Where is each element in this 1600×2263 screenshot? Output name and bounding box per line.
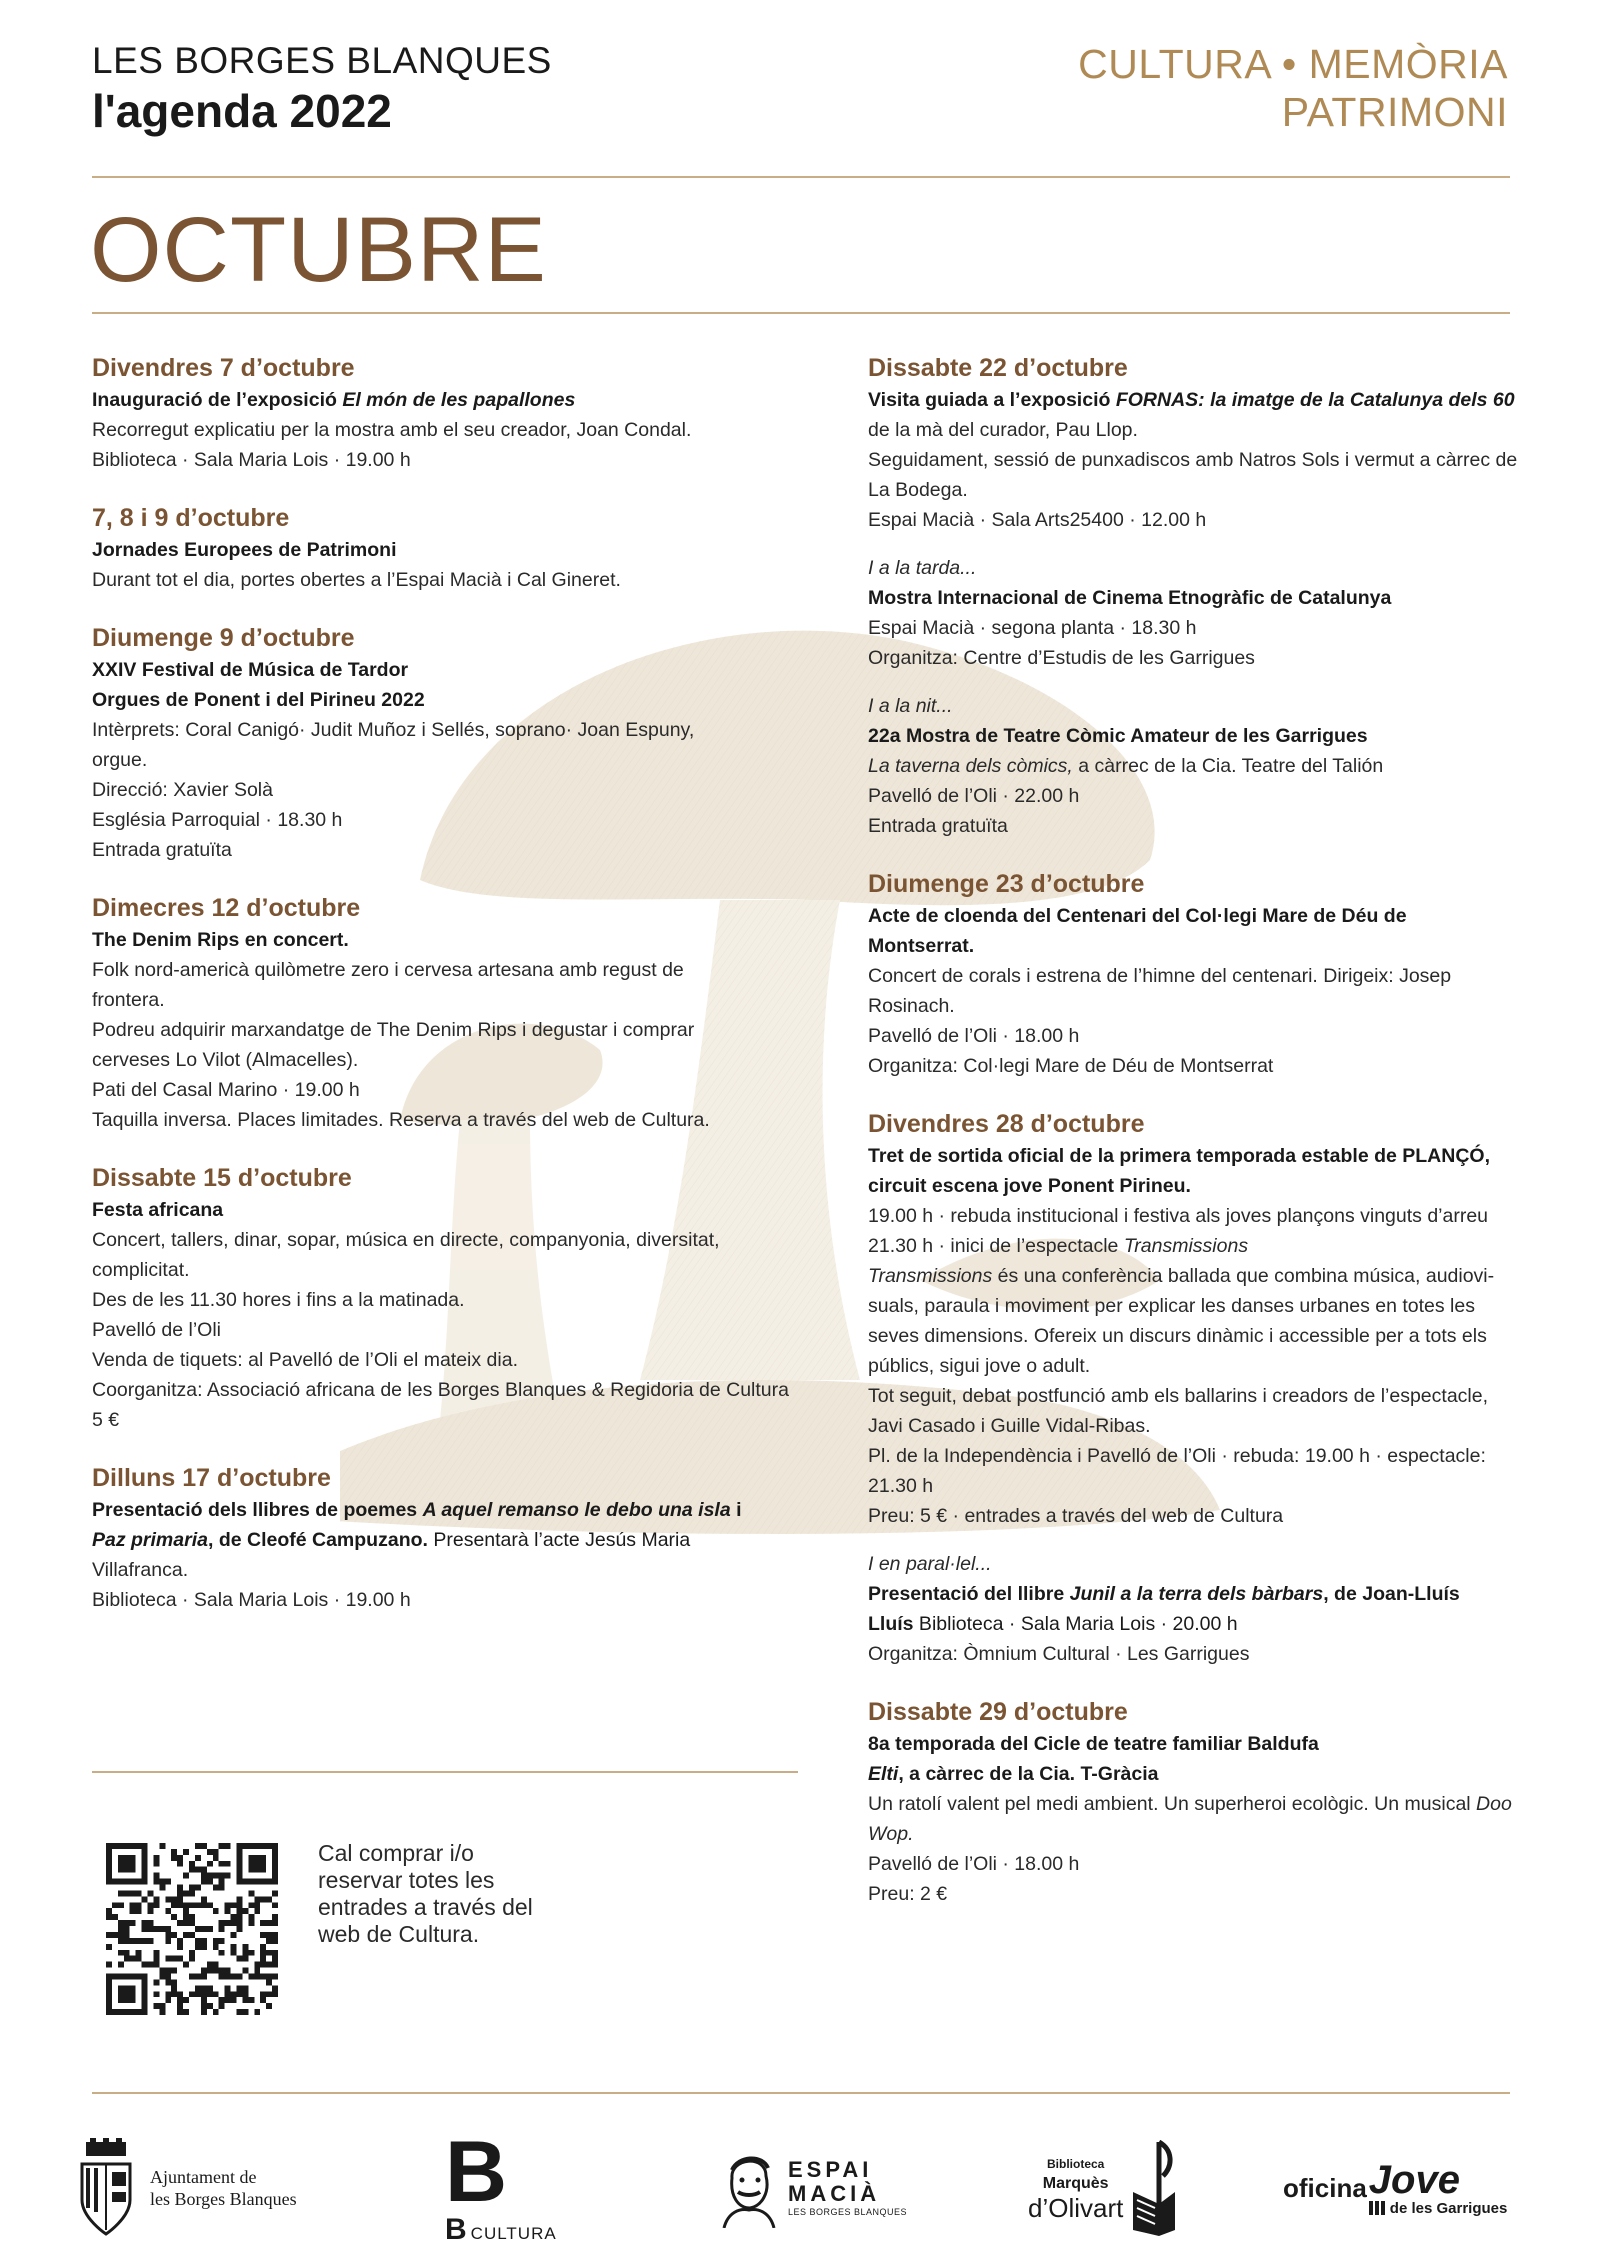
event-line: Folk nord-americà quilòmetre zero i cervesa artesana amb regust de — [92, 959, 684, 981]
event-2022-10-17 — [92, 1462, 792, 1615]
event-venue: Pavelló de l’Oli — [92, 1319, 221, 1341]
logo-oficina-jove[interactable] — [1283, 2128, 1553, 2248]
event-price: Preu: 2 € — [868, 1883, 948, 1905]
event-line: Venda de tiquets: al Pavelló de l’Oli el mateix dia. — [92, 1349, 519, 1371]
event-2022-10-09 — [92, 622, 792, 865]
bar-icon — [1375, 2201, 1379, 2215]
event-date: Divendres 28 d’octubre — [868, 1110, 1145, 1138]
biblio-line2: Marquès — [1042, 2175, 1109, 2192]
event-line: Podreu adquirir marxandatge de The Denim Rips i degustar i comprar — [92, 1019, 695, 1041]
qr-code-icon[interactable] — [106, 1843, 278, 2015]
event-organizer: Organitza: Col·legi Mare de Déu de Montserrat — [868, 1055, 1274, 1077]
event-line: Coorganitza: Associació africana de les Borges Blanques & Regidoria de Cultura — [92, 1379, 789, 1401]
portrait-icon — [718, 2148, 780, 2228]
event-line: Villafranca. — [92, 1559, 189, 1581]
event-venue: Pavelló de l’Oli · 18.00 h — [868, 1025, 1080, 1047]
tagline-line1: CULTURA • MEMÒRIA — [1078, 41, 1508, 87]
event-date: 7, 8 i 9 d’octubre — [92, 504, 290, 532]
event-line: Rosinach. — [868, 995, 955, 1017]
event-date: Dimecres 12 d’octubre — [92, 894, 361, 922]
event-line: Wop. — [868, 1823, 914, 1845]
event-date: Divendres 7 d’octubre — [92, 354, 355, 382]
event-date: Dissabte 15 d’octubre — [92, 1164, 352, 1192]
event-line: Tot seguit, debat postfunció amb els ballarins i creadors de l’espectacle, — [868, 1385, 1489, 1407]
tagline-line2: PATRIMONI — [1281, 89, 1508, 135]
event-line: Concert, tallers, dinar, sopar, música en directe, companyonia, diversitat, — [92, 1229, 720, 1251]
event-venue: Pavelló de l’Oli · 22.00 h — [868, 785, 1080, 807]
event-line: Taquilla inversa. Places limitades. Reserva a través del web de Cultura. — [92, 1109, 710, 1131]
event-line: Seguidament, sessió de punxadiscos amb Natros Sols i vermut a càrrec de — [868, 449, 1518, 471]
agenda-title: l'agenda 2022 — [92, 85, 392, 137]
event-line: 21.30 h · inici de l’espectacle Transmissions — [868, 1235, 1249, 1257]
event-title: Festa africana — [92, 1199, 224, 1221]
event-date: Dilluns 17 d’octubre — [92, 1464, 331, 1492]
event-venue: Espai Macià · segona planta · 18.30 h — [868, 617, 1197, 639]
event-title: Presentació del llibre Junil a la terra dels bàrbars, de Joan-Lluís — [868, 1583, 1460, 1605]
event-line: frontera. — [92, 989, 165, 1011]
event-line: Des de les 11.30 hores i fins a la matinada. — [92, 1289, 465, 1311]
event-venue: Espai Macià · Sala Arts25400 · 12.00 h — [868, 509, 1207, 531]
event-line: públics, sigui jove o adult. — [868, 1355, 1091, 1377]
event-line: Entrada gratuïta — [868, 815, 1008, 837]
event-title: XXIV Festival de Música de Tardor — [92, 659, 409, 681]
event-2022-10-07-09 — [92, 502, 792, 595]
event-date: Dissabte 29 d’octubre — [868, 1698, 1128, 1726]
event-intro: I en paral·lel... — [868, 1553, 992, 1575]
event-2022-10-15 — [92, 1162, 792, 1435]
event-price: 5 € — [92, 1409, 120, 1431]
event-line: cerveses Lo Vilot (Almacelles). — [92, 1049, 359, 1071]
event-venue: Biblioteca · Sala Maria Lois · 19.00 h — [92, 1589, 411, 1611]
event-line: Recorregut explicatiu per la mostra amb el seu creador, Joan Condal. — [92, 419, 692, 441]
bcultura-letter: B — [445, 2124, 508, 2220]
event-line: Entrada gratuïta — [92, 839, 232, 861]
month-rule — [92, 312, 1510, 314]
header-rule — [92, 176, 1510, 178]
event-title: The Denim Rips en concert. — [92, 929, 349, 951]
event-line: 21.30 h — [868, 1475, 934, 1497]
event-2022-10-29 — [868, 1696, 1548, 1909]
event-line: La taverna dels còmics, a càrrec de la Cia. Teatre del Talión — [868, 755, 1384, 777]
logo-ajuntament[interactable] — [76, 2128, 336, 2248]
event-line: de la mà del curador, Pau Llop. — [868, 419, 1138, 441]
event-line: Direcció: Xavier Solà — [92, 779, 273, 801]
event-title: Mostra Internacional de Cinema Etnogràfic de Catalunya — [868, 587, 1392, 609]
garrigues-text: de les Garrigues — [1389, 2199, 1508, 2217]
footer-rule — [92, 2092, 1510, 2094]
event-2022-10-12 — [92, 892, 792, 1135]
event-title: 8a temporada del Cicle de teatre familiar Baldufa — [868, 1733, 1319, 1755]
coat-of-arms-icon — [76, 2138, 136, 2238]
event-line: Javi Casado i Guille Vidal-Ribas. — [868, 1415, 1151, 1437]
logo-espai-macia[interactable] — [718, 2128, 918, 2248]
bcultura-text: CULTURA — [470, 2224, 557, 2243]
event-title: 22a Mostra de Teatre Còmic Amateur de les Garrigues — [868, 725, 1368, 747]
event-line: Durant tot el dia, portes obertes a l’Espai Macià i Cal Gineret. — [92, 569, 621, 591]
event-date: Dissabte 22 d’octubre — [868, 354, 1128, 382]
qr-note: Cal comprar i/o reservar totes les entrades a través del web de Cultura. — [318, 1840, 533, 1947]
event-organizer: Organitza: Òmnium Cultural · Les Garrigues — [868, 1643, 1250, 1665]
event-title: Inauguració de l’exposició El món de les papallones — [92, 389, 576, 411]
event-line: orgue. — [92, 749, 148, 771]
header-left — [92, 40, 552, 138]
event-title: Acte de cloenda del Centenari del Col·legi Mare de Déu de — [868, 905, 1407, 927]
event-venue: Pavelló de l’Oli · 18.00 h — [868, 1853, 1080, 1875]
bcultura-small-b: B — [445, 2213, 467, 2246]
event-subtitle: Elti, a càrrec de la Cia. T-Gràcia — [868, 1763, 1159, 1785]
event-venue: Església Parroquial · 18.30 h — [92, 809, 343, 831]
event-subtitle: Orgues de Ponent i del Pirineu 2022 — [92, 689, 425, 711]
event-intro: I a la tarda... — [868, 557, 977, 579]
bar-icon — [1369, 2201, 1373, 2215]
event-line: Transmissions és una conferència ballada que combina música, audiovi- — [868, 1265, 1495, 1287]
event-title: Jornades Europees de Patrimoni — [92, 539, 397, 561]
event-2022-10-28 — [868, 1108, 1548, 1669]
event-line: complicitat. — [92, 1259, 190, 1281]
biblio-line1: Biblioteca — [1047, 2157, 1105, 2171]
book-music-icon — [1129, 2140, 1179, 2236]
event-2022-10-07 — [92, 352, 792, 475]
city-name: LES BORGES BLANQUES — [92, 40, 552, 81]
oficina-word: oficina — [1283, 2172, 1367, 2203]
ajuntament-line2: les Borges Blanques — [150, 2189, 297, 2209]
left-column-rule — [92, 1771, 798, 1773]
espai-line2: MACIÀ — [788, 2181, 881, 2206]
event-title-cont: Paz primaria, de Cleofé Campuzano. Presentarà l’acte Jesús Maria — [92, 1529, 691, 1551]
event-title-cont: Lluís Biblioteca · Sala Maria Lois · 20.00 h — [868, 1613, 1238, 1635]
event-date: Diumenge 9 d’octubre — [92, 624, 355, 652]
event-venue: Pl. de la Independència i Pavelló de l’Oli · rebuda: 19.00 h · espectacle: — [868, 1445, 1486, 1467]
event-2022-10-23 — [868, 868, 1548, 1081]
header-tagline — [1078, 40, 1508, 136]
bar-icon — [1381, 2201, 1385, 2215]
ajuntament-line1: Ajuntament de — [150, 2167, 257, 2187]
event-line: seves dimensions. Ofereix un discurs dinàmic i accessible per a tots els — [868, 1325, 1487, 1347]
event-price: Preu: 5 € · entrades a través del web de Cultura — [868, 1505, 1284, 1527]
espai-line1: ESPAI — [788, 2157, 873, 2182]
event-2022-10-22 — [868, 352, 1548, 841]
event-line: suals, paraula i moviment per explicar les danses urbanes en totes les — [868, 1295, 1475, 1317]
event-venue: Pati del Casal Marino · 19.00 h — [92, 1079, 360, 1101]
logo-biblioteca[interactable] — [1028, 2128, 1218, 2248]
biblio-line3: d’Olivart — [1028, 2193, 1124, 2223]
event-title: Presentació dels llibres de poemes A aquel remanso le debo una isla i — [92, 1499, 742, 1521]
event-intro: I a la nit... — [868, 695, 953, 717]
event-line: Intèrprets: Coral Canigó· Judit Muñoz i Sellés, soprano· Joan Espuny, — [92, 719, 695, 741]
jove-word: Jove — [1368, 2157, 1460, 2202]
event-line: 19.00 h · rebuda institucional i festiva als joves plançons vinguts d’arreu — [868, 1205, 1489, 1227]
event-title: Visita guiada a l’exposició FORNAS: la imatge de la Catalunya dels 60 — [868, 389, 1515, 411]
event-title: Tret de sortida oficial de la primera temporada estable de PLANÇÓ, — [868, 1145, 1491, 1167]
events-left-column — [92, 352, 792, 1642]
event-organizer: Organitza: Centre d’Estudis de les Garrigues — [868, 647, 1255, 669]
event-line: La Bodega. — [868, 479, 968, 501]
espai-line3: LES BORGES BLANQUES — [788, 2207, 908, 2217]
event-date: Diumenge 23 d’octubre — [868, 870, 1145, 898]
month-title: OCTUBRE — [90, 199, 547, 301]
event-title-cont: Montserrat. — [868, 935, 975, 957]
event-venue: Biblioteca · Sala Maria Lois · 19.00 h — [92, 449, 411, 471]
logo-bcultura[interactable] — [445, 2124, 575, 2248]
event-line: Un ratolí valent pel medi ambient. Un superheroi ecològic. Un musical Doo — [868, 1793, 1512, 1815]
event-title-cont: circuit escena jove Ponent Pirineu. — [868, 1175, 1191, 1197]
events-right-column — [868, 352, 1548, 1936]
event-line: Concert de corals i estrena de l’himne del centenari. Dirigeix: Josep — [868, 965, 1452, 987]
